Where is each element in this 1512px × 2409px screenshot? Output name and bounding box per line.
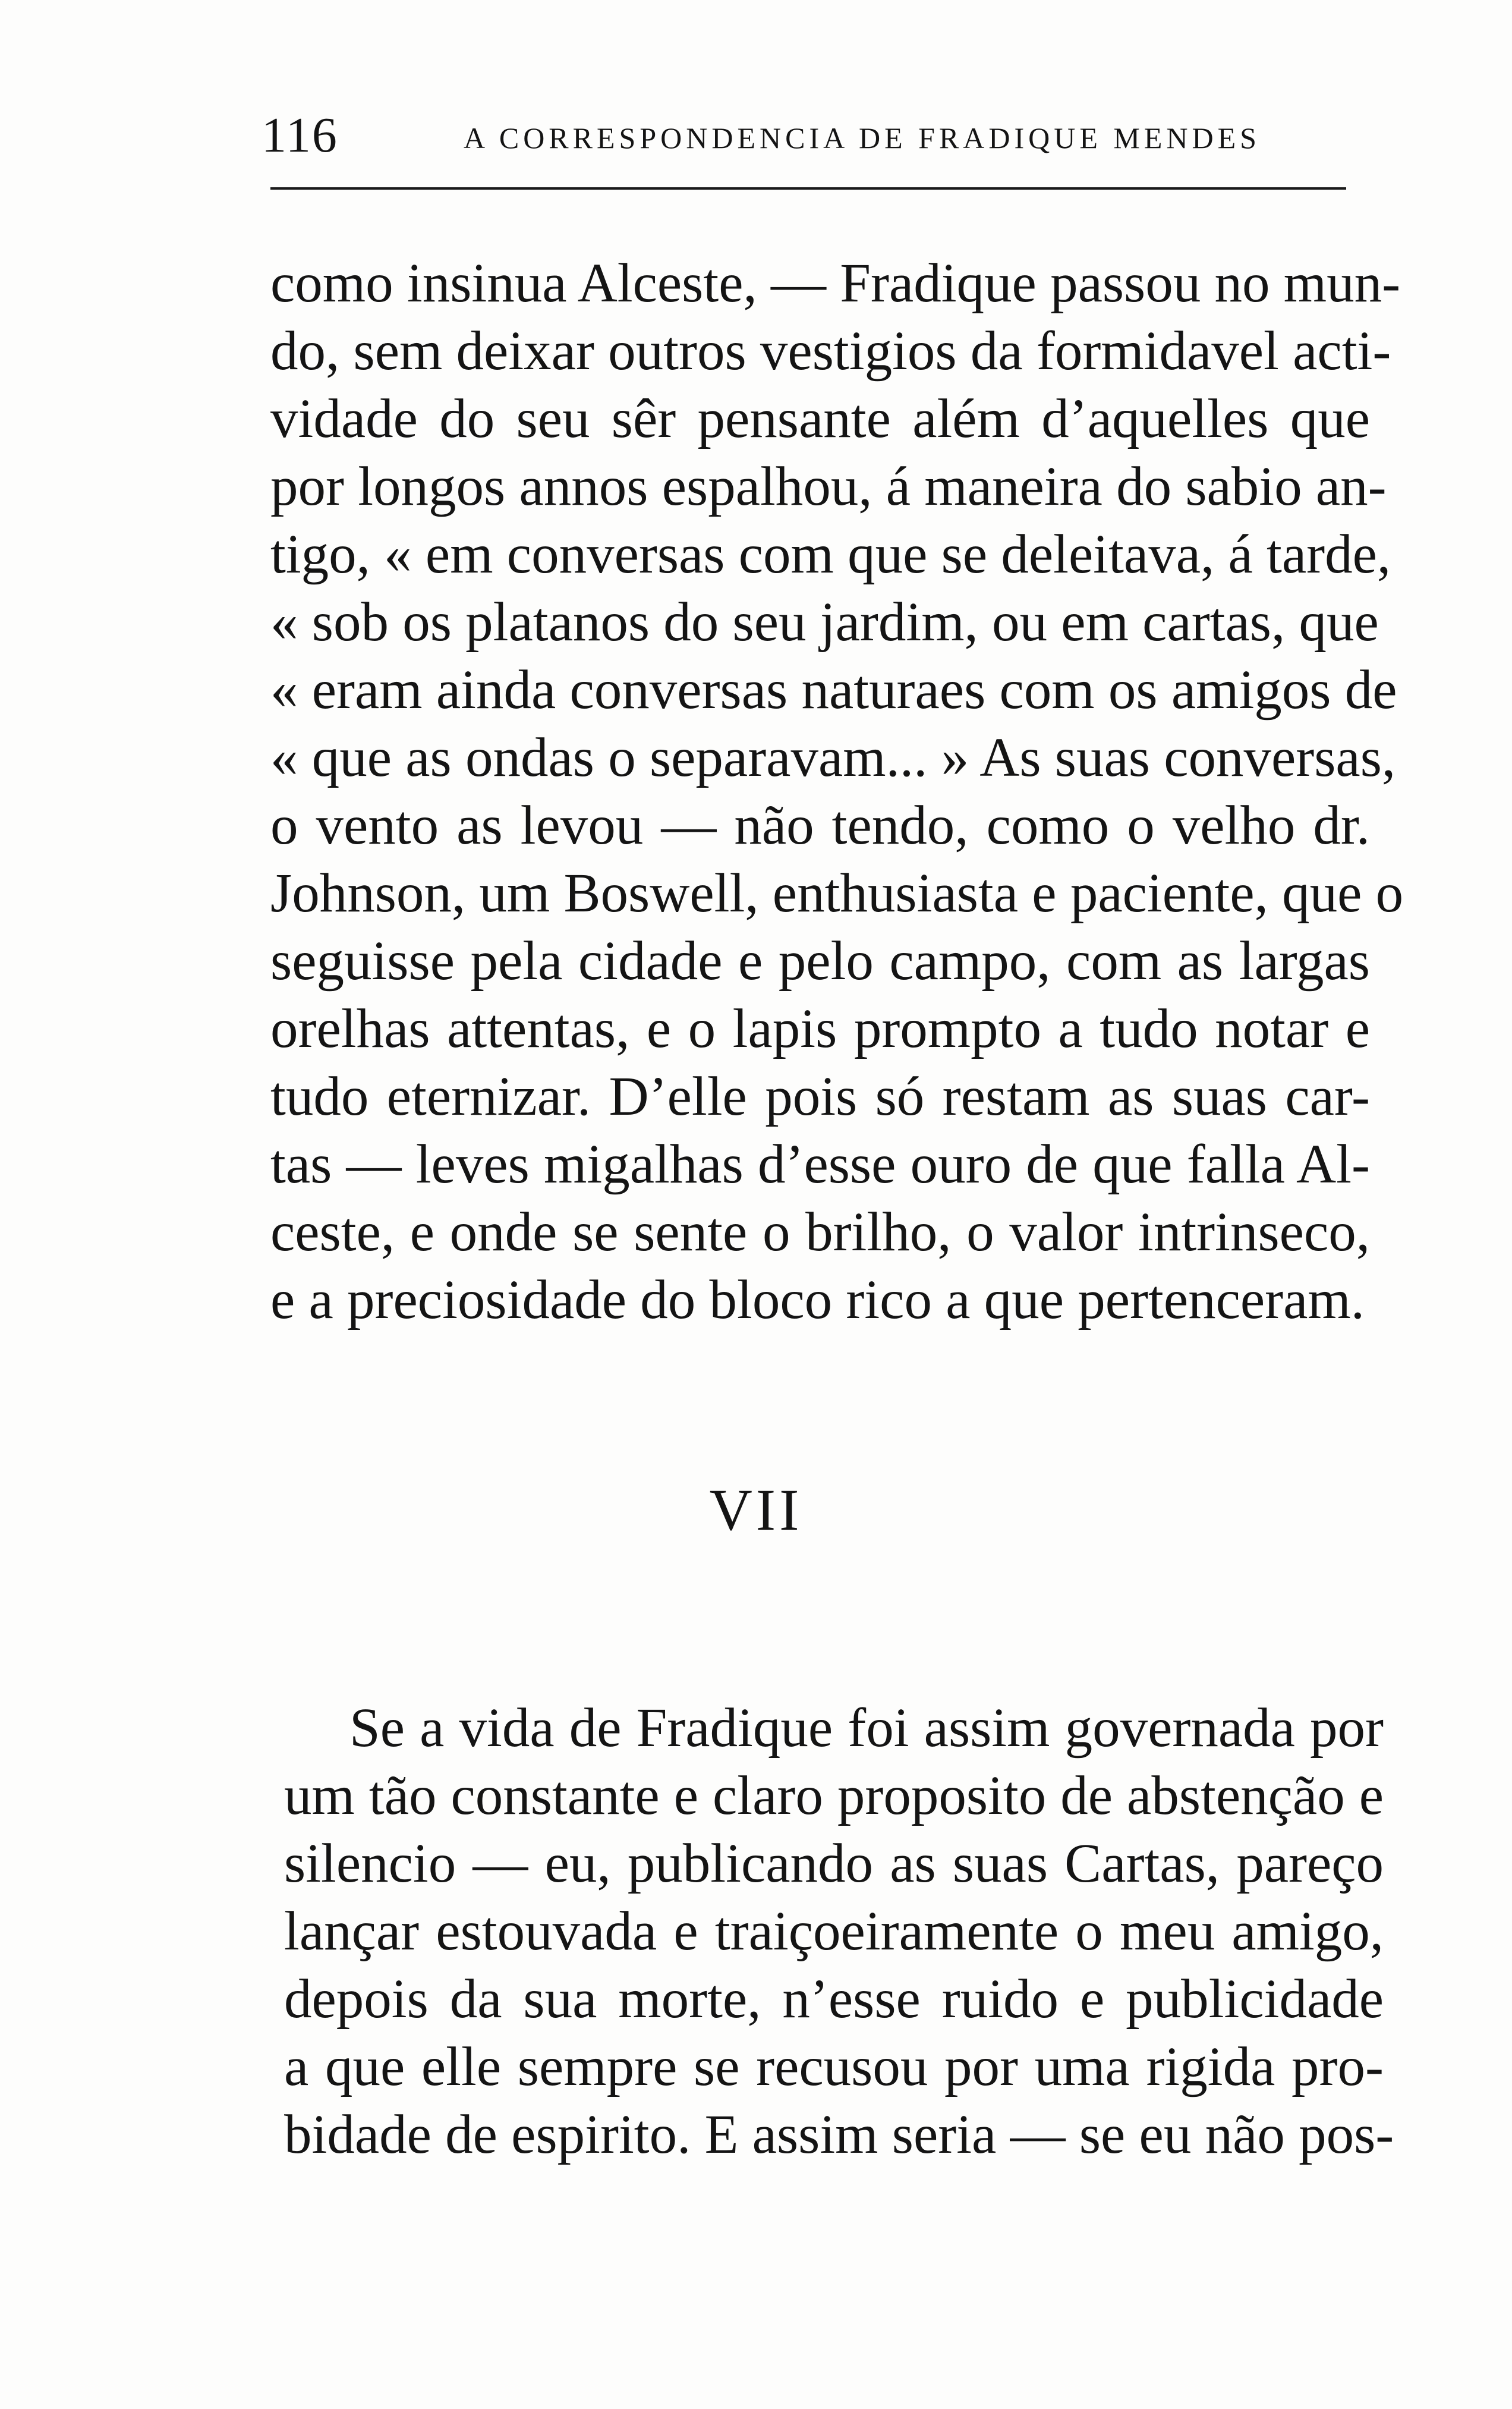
text-line: Se a vida de Fradique foi assim governada por: [349, 1697, 1384, 1759]
running-head: A CORRESPONDENCIA DE FRADIQUE MENDES: [464, 121, 1261, 155]
text-line: tigo, « em conversas com que se deleitava, á tarde,: [270, 524, 1391, 585]
text-line: a que elle sempre se recusou por uma rigida pro-: [284, 2036, 1384, 2097]
header-rule: [270, 187, 1346, 190]
text-line: silencio — eu, publicando as suas Cartas, pareço: [284, 1833, 1384, 1894]
text-line: como insinua Alceste, — Fradique passou no mun-: [270, 253, 1401, 314]
text-line: lançar estouvada e traiçoeiramente o meu amigo,: [284, 1901, 1384, 1962]
text-line: vidade do seu sêr pensante além d’aquelles que: [270, 388, 1370, 449]
text-line: depois da sua morte, n’esse ruido e publicidade: [284, 1968, 1384, 2030]
text-line: tas — leves migalhas d’esse ouro de que falla Al-: [270, 1134, 1370, 1195]
text-line: tudo eternizar. D’elle pois só restam as suas car-: [270, 1066, 1370, 1127]
page-header: [262, 106, 1355, 177]
text-line: por longos annos espalhou, á maneira do sabio an-: [270, 456, 1387, 517]
text-line: « sob os platanos do seu jardim, ou em cartas, que: [270, 592, 1379, 653]
text-line: do, sem deixar outros vestigios da formidavel acti-: [270, 320, 1391, 382]
text-line: orelhas attentas, e o lapis prompto a tudo notar e: [270, 998, 1370, 1059]
text-line: « eram ainda conversas naturaes com os amigos de: [270, 659, 1397, 721]
text-line: ceste, e onde se sente o brilho, o valor intrinseco,: [270, 1202, 1370, 1263]
text-line: « que as ondas o separavam... » As suas conversas,: [270, 727, 1396, 788]
text-line: Johnson, um Boswell, enthusiasta e paciente, que o: [270, 863, 1404, 924]
text-line: bidade de espirito. E assim seria — se eu não pos-: [284, 2104, 1394, 2165]
text-line: seguisse pela cidade e pelo campo, com as largas: [270, 930, 1370, 992]
paragraph-2: [284, 1694, 1394, 2169]
text-line: o vento as levou — não tendo, como o velho dr.: [270, 795, 1370, 856]
page-number: 116: [262, 108, 338, 163]
text-line: um tão constante e claro proposito de abstenção e: [284, 1765, 1384, 1826]
chapter-title: VII: [709, 1477, 803, 1543]
paragraph-1: [270, 250, 1404, 1334]
text-line: e a preciosidade do bloco rico a que pertenceram.: [270, 1269, 1365, 1331]
